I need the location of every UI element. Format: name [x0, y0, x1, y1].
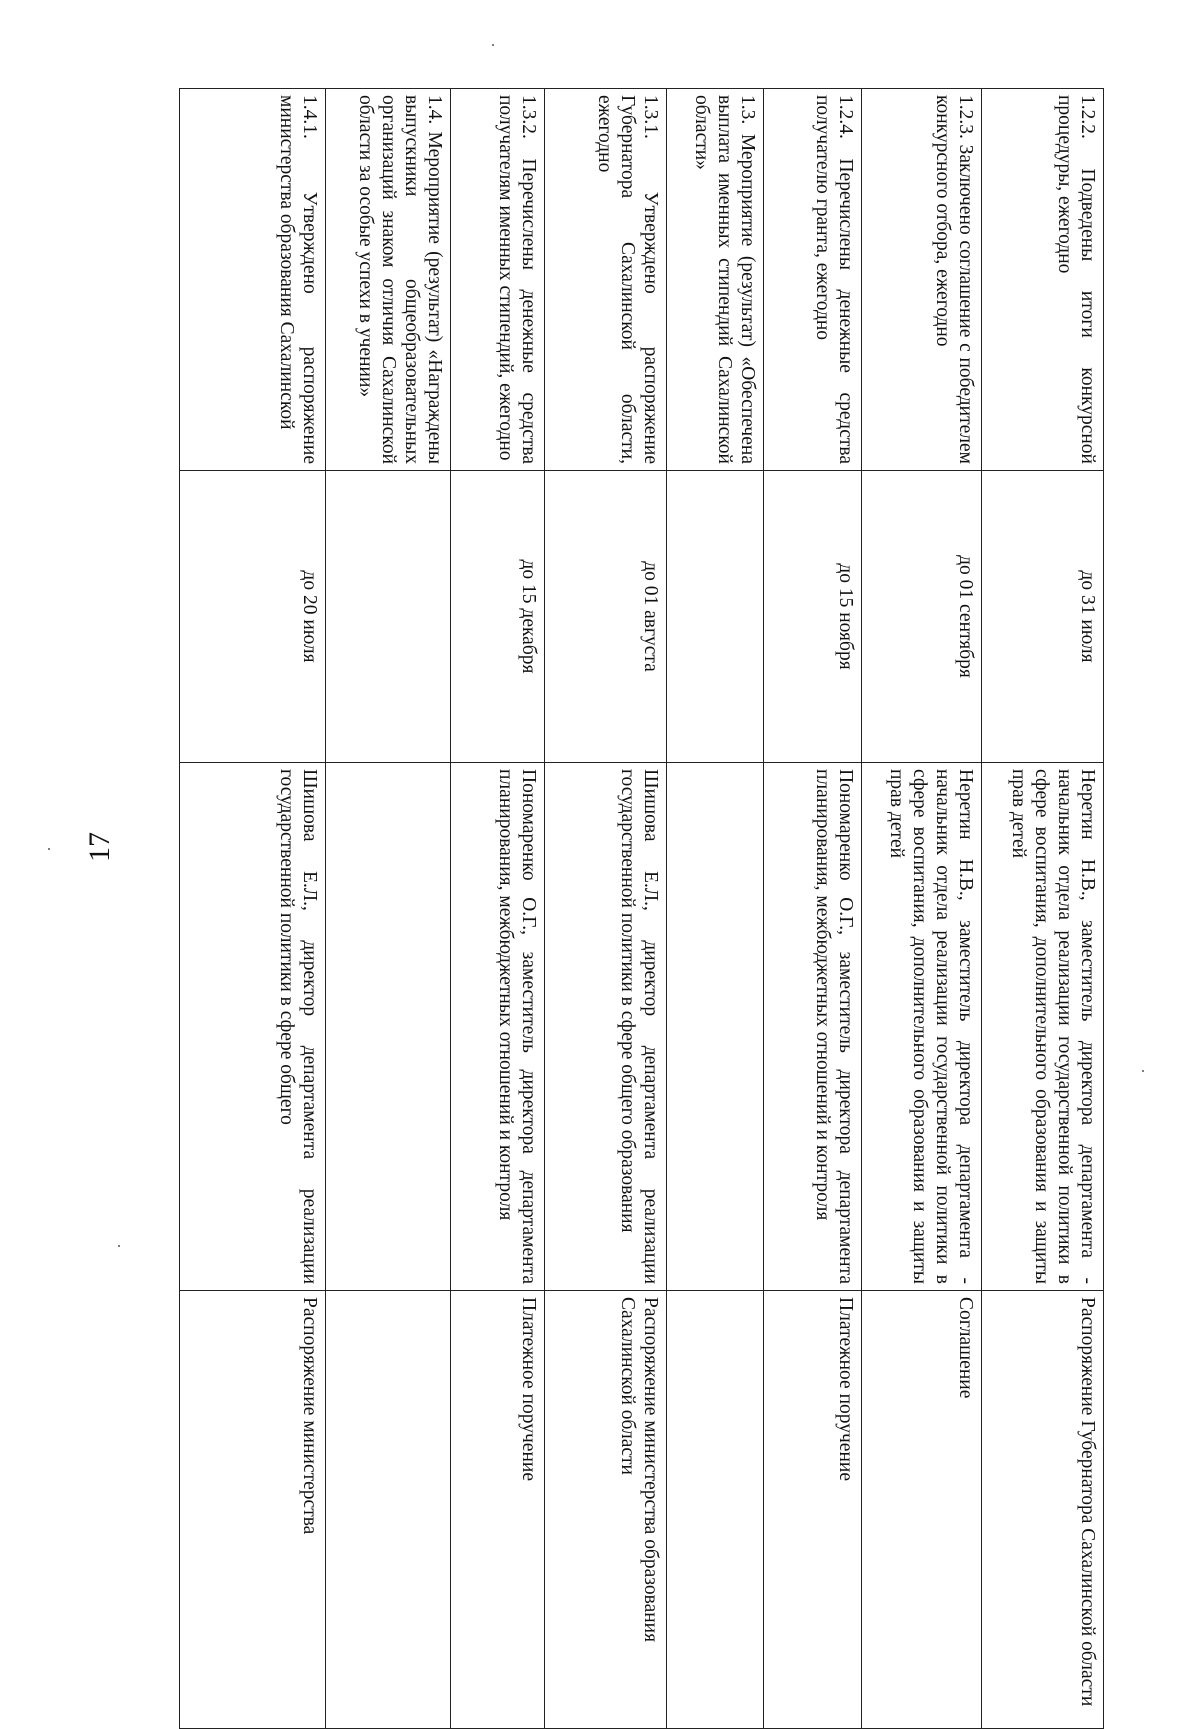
- responsible-cell: Неретин Н.В., заместитель директора департамента - начальник отдела реализации государственной политики в сфере воспитания, дополнительного образования и защиты прав детей: [862, 763, 982, 1291]
- deadline-cell: до 01 сентября: [862, 471, 982, 763]
- deadline-cell: [667, 471, 764, 763]
- table-row: [862, 89, 982, 1729]
- responsible-cell: Пономаренко О.Г., заместитель директора департамента планирования, межбюджетных отношений и контроля: [764, 763, 862, 1291]
- scan-speck: [118, 1245, 120, 1247]
- document-cell: Платежное поручение: [451, 1291, 545, 1729]
- table-row: [667, 89, 764, 1729]
- document-cell: Распоряжение Губернатора Сахалинской области: [982, 1291, 1104, 1729]
- document-cell: [667, 1291, 764, 1729]
- deadline-cell: до 31 июля: [982, 471, 1104, 763]
- table-row: [180, 89, 326, 1729]
- table-row: [326, 89, 451, 1729]
- document-cell: Распоряжение министерства: [180, 1291, 326, 1729]
- event-cell: 1.3.1. Утверждено распоряжение Губернатора Сахалинской области, ежегодно: [545, 89, 667, 471]
- document-cell: Платежное поручение: [764, 1291, 862, 1729]
- event-cell: 1.2.4. Перечислены денежные средства получателю гранта, ежегодно: [764, 89, 862, 471]
- event-cell: 1.4. Мероприятие (результат) «Награждены выпускники общеобразовательных организаций знаком отличия Сахалинской области за особые успехи в учении»: [326, 89, 451, 471]
- event-cell: 1.2.3. Заключено соглашение с победителем конкурсного отбора, ежегодно: [862, 89, 982, 471]
- responsible-cell: Шишова Е.Л., директор департамента реализации государственной политики в сфере общего: [180, 763, 326, 1291]
- scan-speck: [1142, 1070, 1144, 1072]
- responsible-cell: Пономаренко О.Г., заместитель директора департамента планирования, межбюджетных отношений и контроля: [451, 763, 545, 1291]
- deadline-cell: до 15 ноября: [764, 471, 862, 763]
- event-cell: 1.3. Мероприятие (результат) «Обеспечена выплата именных стипендий Сахалинской области»: [667, 89, 764, 471]
- table-row: [451, 89, 545, 1729]
- event-cell: 1.2.2. Подведены итоги конкурсной процедуры, ежегодно: [982, 89, 1104, 471]
- deadline-cell: [326, 471, 451, 763]
- rotated-table-container: [180, 88, 1104, 1728]
- table-row: [545, 89, 667, 1729]
- responsible-cell: [667, 763, 764, 1291]
- deadline-cell: до 15 декабря: [451, 471, 545, 763]
- events-table: [179, 88, 1104, 1729]
- scan-speck: [492, 44, 494, 46]
- responsible-cell: [326, 763, 451, 1291]
- table-row: [982, 89, 1104, 1729]
- responsible-cell: Неретин Н.В., заместитель директора департамента - начальник отдела реализации государственной политики в сфере воспитания, дополнительного образования и защиты прав детей: [982, 763, 1104, 1291]
- deadline-cell: до 20 июля: [180, 471, 326, 763]
- document-cell: [326, 1291, 451, 1729]
- deadline-cell: до 01 августа: [545, 471, 667, 763]
- scan-speck: [48, 848, 50, 850]
- responsible-cell: Шишова Е.Л., директор департамента реализации государственной политики в сфере общего образования: [545, 763, 667, 1291]
- page-number: 17: [83, 832, 116, 862]
- event-cell: 1.3.2. Перечислены денежные средства получателям именных стипендий, ежегодно: [451, 89, 545, 471]
- event-cell: 1.4.1. Утверждено распоряжение министерства образования Сахалинской: [180, 89, 326, 471]
- document-cell: Распоряжение министерства образования Сахалинской области: [545, 1291, 667, 1729]
- document-cell: Соглашение: [862, 1291, 982, 1729]
- table-row: [764, 89, 862, 1729]
